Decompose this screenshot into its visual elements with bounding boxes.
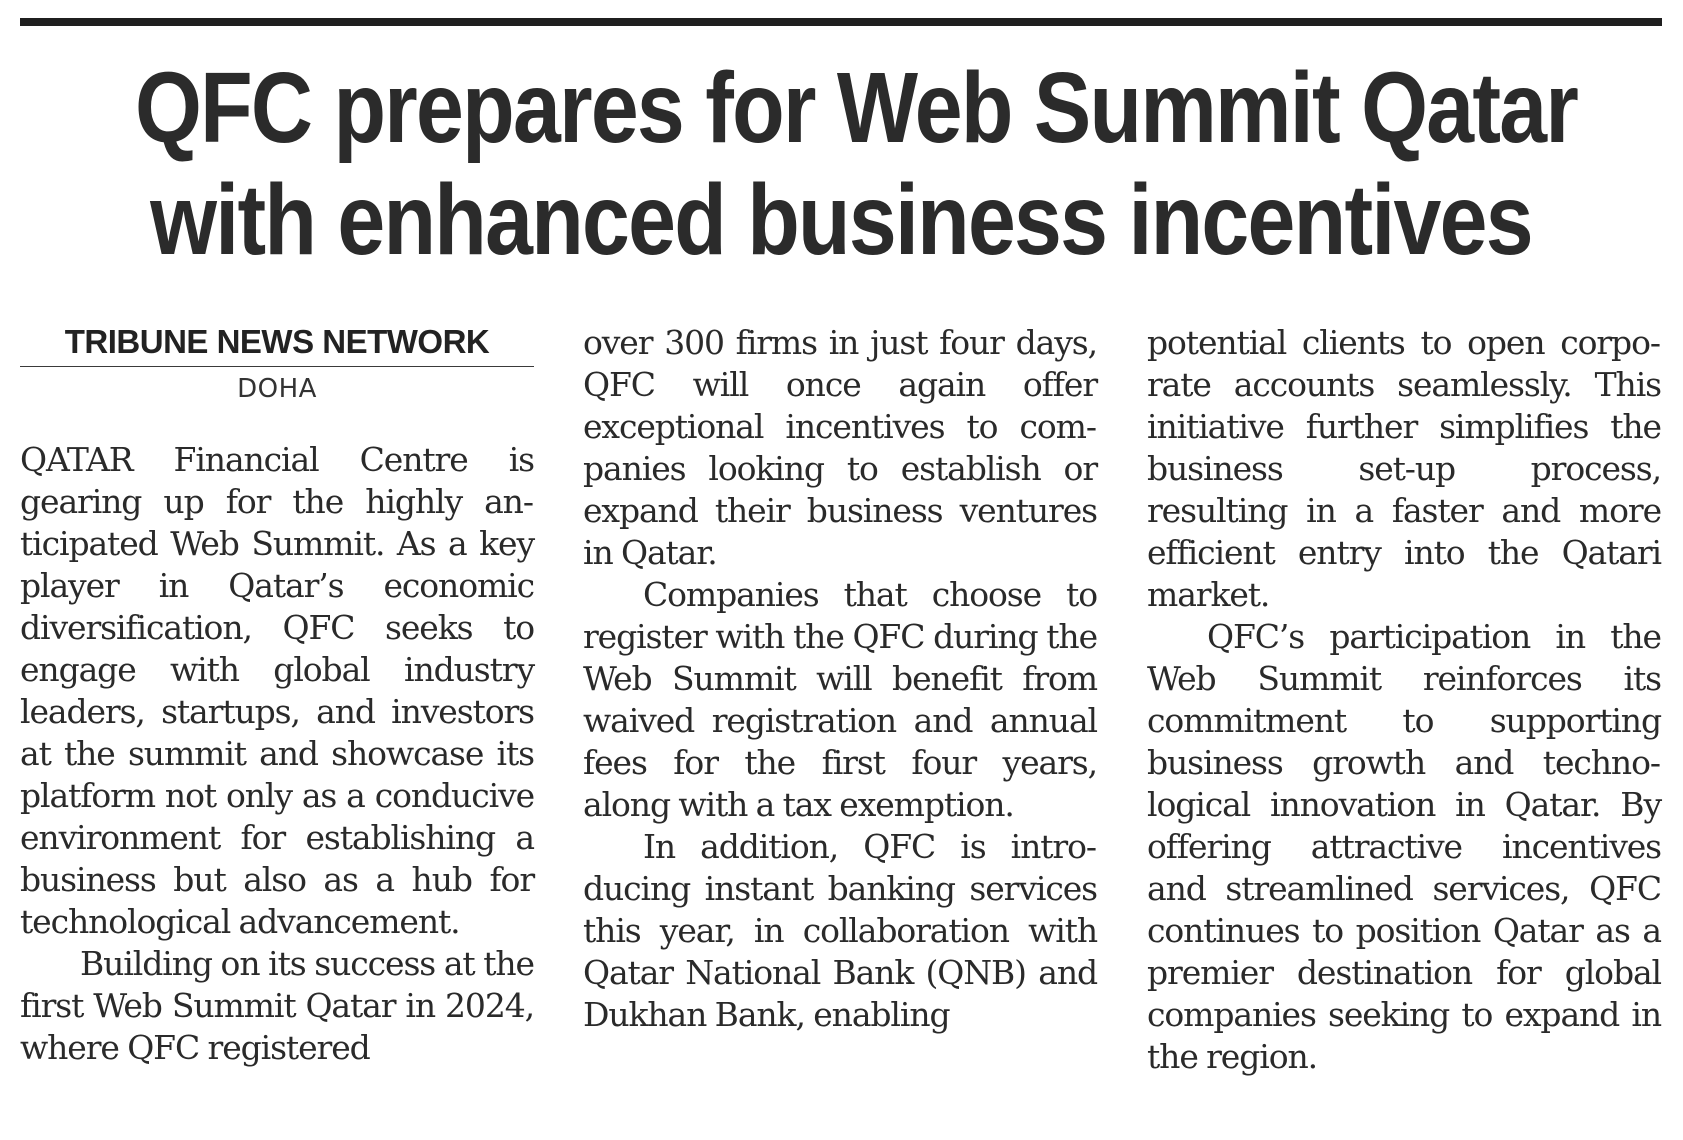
paragraph-4-continued: potential clients to open corporate accounts seamlessly. This initiative further simplifies the business set-up process, resulting in a faster and more efficient entry into the Qatari market. [1147, 323, 1661, 614]
top-rule [20, 18, 1662, 26]
column-2 [583, 322, 1097, 1036]
article-body [20, 322, 1662, 1122]
headline-line-1: QFC prepares for Web Summit Qatar [134, 52, 1578, 164]
paragraph-2: Building on its success at the first Web Summit Qatar in 2024, where QFC registered [20, 944, 534, 1067]
headline-line-2: with enhanced business incentives [150, 164, 1532, 276]
paragraph-3: Companies that choose to register with the QFC during the Web Summit will benefit from waived registration and annual fees for the first four years, along with a tax exemption. [583, 575, 1097, 824]
column-1 [20, 322, 534, 1069]
paragraph-4: In addition, QFC is introducing instant banking services this year, in collaboration with Qatar National Bank (QNB) and Dukhan Bank, enabling [583, 827, 1097, 1034]
paragraph-5: QFC’s participation in the Web Summit reinforces its commitment to supporting business growth and technological innovation in Qatar. By offering attractive incentives and streamlined services, QFC continues to position Qatar as a premier destination for global companies seeking to expand in the region. [1147, 617, 1661, 1076]
headline [134, 52, 1578, 276]
dateline: DOHA [237, 374, 317, 404]
paragraph-2-continued: over 300 firms in just four days, QFC will once again offer exceptional incentives to companies looking to establish or expand their business ventures in Qatar. [583, 323, 1097, 572]
paragraph-1: QATAR Financial Centre is gearing up for the highly anticipated Web Summit. As a key player in Qatar’s economic diversification, QFC seeks to engage with global industry leaders, startups, and investors at the summit and showcase its platform not only as a conducive environment for establishing a business but also as a hub for technological advancement. [20, 440, 534, 941]
column-3 [1147, 322, 1661, 1078]
byline: TRIBUNE NEWS NETWORK [20, 322, 534, 367]
